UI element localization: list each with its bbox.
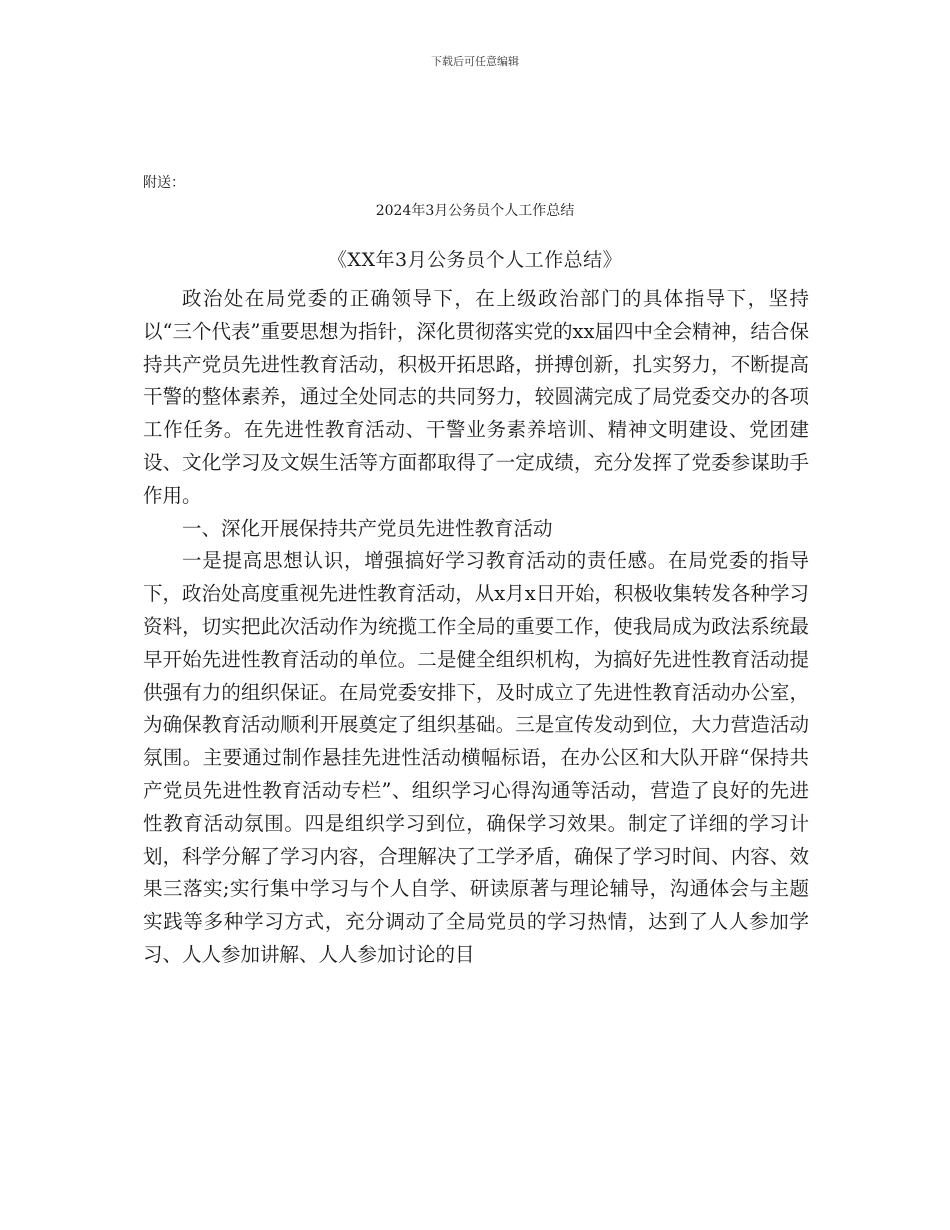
- body-paragraph: 一是提高思想认识，增强搞好学习教育活动的责任感。在局党委的指导下，政治处高度重视先进性教育活动，从x月x日开始，积极收集转发各种学习资料，切实把此次活动作为统揽工作全局的重要工作，使我局成为政法系统最早开始先进性教育活动的单位。二是健全组织机构，为搞好先进性教育活动提供强有力的组织保证。在局党委安排下，及时成立了先进性教育活动办公室，为确保教育活动顺利开展奠定了组织基础。三是宣传发动到位，大力营造活动氛围。主要通过制作悬挂先进性活动横幅标语，在办公区和大队开辟“保持共产党员先进性教育活动专栏”、组织学习心得沟通等活动，营造了良好的先进性教育活动氛围。四是组织学习到位，确保学习效果。制定了详细的学习计划，科学分解了学习内容，合理解决了工学矛盾，确保了学习时间、内容、效果三落实;实行集中学习与个人自学、研读原著与理论辅导，沟通体会与主题实践等多种学习方式，充分调动了全局党员的学习热情，达到了人人参加学习、人人参加讲解、人人参加讨论的目: [143, 549, 809, 966]
- header-note: 下载后可任意编辑: [431, 55, 519, 68]
- section-heading: 一、深化开展保持共产党员先进性教育活动: [182, 516, 553, 540]
- document-heading: 《XX年3月公务员个人工作总结》: [327, 249, 623, 271]
- document-title: 2024年3月公务员个人工作总结: [375, 203, 575, 219]
- attach-label: 附送：: [143, 175, 185, 191]
- body-paragraph: 政治处在局党委的正确领导下，在上级政治部门的具体指导下，坚持以“三个代表”重要思想为指针，深化贯彻落实党的xx届四中全会精神，结合保持共产党员先进性教育活动，积极开拓思路，拼搏创新，扎实努力，不断提高干警的整体素养，通过全处同志的共同努力，较圆满完成了局党委交办的各项工作任务。在先进性教育活动、干警业务素养培训、精神文明建设、党团建设、文化学习及文娱生活等方面都取得了一定成绩，充分发挥了党委参谋助手作用。: [143, 287, 809, 507]
- document-body: [143, 283, 809, 972]
